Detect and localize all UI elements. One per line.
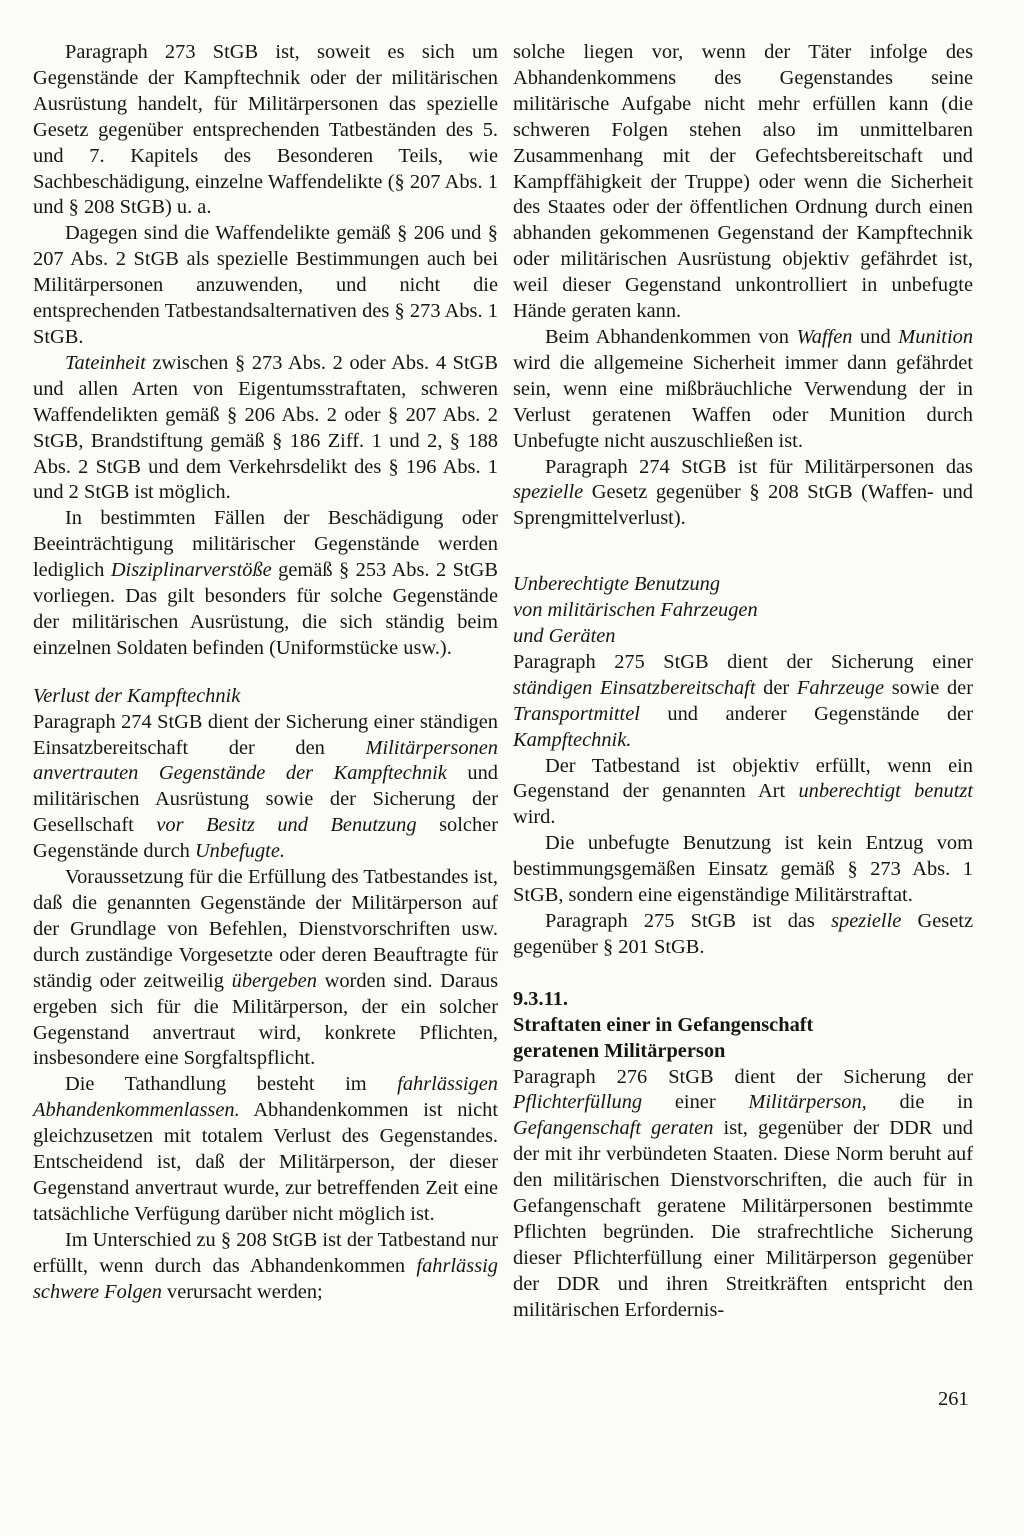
- heading-line: Unberechtigte Benutzung: [513, 573, 721, 596]
- emphasis: Tateinheit: [65, 351, 146, 374]
- text: Beim Abhandenkommen von: [545, 325, 797, 348]
- subsection-heading: [33, 684, 498, 710]
- text: verursacht werden;: [161, 1280, 323, 1303]
- paragraph: [513, 1065, 973, 1324]
- text: ist, gegenüber der DDR und der mit ihr verbündeten Staaten. Diese Norm beruht auf den militärischen Dienstvorschriften, die auch für in Gefangenschaft geratene Militärpersonen bestimmte Pflichten begründen. Die strafrechtliche Sicherung dieser Pflichterfüllung einer Militärperson gegenüber der DDR und ihren Streitkräften entspricht den militärischen Erfordernis-: [513, 1117, 973, 1321]
- section-title: [513, 1013, 973, 1065]
- subsection-heading: [513, 572, 973, 650]
- paragraph: Dagegen sind die Waffendelikte gemäß § 206 und § 207 Abs. 2 StGB als spezielle Bestimmungen auch bei Militärpersonen anzuwenden, und nicht die entsprechenden Tatbestandsalternativen des § 273 Abs. 1 StGB.: [33, 222, 498, 348]
- paragraph: [33, 1072, 498, 1227]
- text: Paragraph 275 StGB dient der Sicherung einer: [513, 650, 973, 673]
- paragraph: [513, 650, 973, 754]
- paragraph: Paragraph 273 StGB ist, soweit es sich um Gegenstände der Kampftechnik oder der militärischen Ausrüstung handelt, für Militärpersonen das spezielle Gesetz gegenüber entsprechenden Tatbeständen des 5. und 7. Kapitels des Besonderen Teils, wie Sachbeschädigung, einzelne Waffendelikte (§ 207 Abs. 1 und § 208 StGB) u. a.: [33, 41, 498, 219]
- emphasis: Transportmittel: [513, 702, 640, 725]
- paragraph: [513, 754, 973, 832]
- emphasis: Militärperson,: [748, 1091, 867, 1114]
- paragraph: [33, 506, 498, 661]
- text: Paragraph 274 StGB ist für Militärpersonen das: [545, 455, 973, 478]
- text: worden sind. Daraus ergeben sich für die Militärperson, der ein solcher Gegenstand anvertraut wird, konkrete Pflichten, insbesondere eine Sorgfaltspflicht.: [33, 969, 499, 1070]
- text: sowie der: [884, 676, 973, 699]
- emphasis: ständigen Einsatzbereitschaft: [513, 676, 756, 699]
- section-title-line: geratenen Militärperson: [513, 1039, 726, 1062]
- text: und: [852, 325, 899, 348]
- emphasis: fahrlässigen Abhandenkommenlassen.: [33, 1073, 498, 1122]
- paragraph: Die unbefugte Benutzung ist kein Entzug vom bestimmungsgemäßen Einsatz gemäß § 273 Abs. 1 StGB, sondern eine eigenständige Militärstraftat.: [513, 832, 973, 907]
- text: und militärischen Ausrüstung sowie der Sicherung der Gesellschaft: [33, 762, 498, 837]
- emphasis: Unbefugte.: [194, 840, 285, 863]
- text: die in: [866, 1091, 973, 1114]
- heading-line: von militärischen Fahrzeugen: [513, 599, 758, 622]
- heading-line: Verlust der Kampftechnik: [33, 684, 241, 707]
- emphasis: Gefangenschaft geraten: [513, 1117, 714, 1140]
- emphasis: fahrlässig schwere Folgen: [33, 1254, 498, 1303]
- paragraph: [33, 1228, 498, 1306]
- heading-line: und Geräten: [513, 625, 616, 648]
- text: Die Tathandlung besteht im: [65, 1073, 398, 1096]
- section-number: 9.3.11.: [513, 987, 568, 1010]
- text: Im Unterschied zu § 208 StGB ist der Tatbestand nur erfüllt, wenn durch das Abhandenkommen: [33, 1228, 498, 1277]
- emphasis: spezielle: [831, 910, 902, 932]
- text: der: [755, 676, 797, 699]
- text: Paragraph 274 StGB dient der Sicherung einer ständigen Einsatzbereitschaft der den: [33, 710, 498, 759]
- emphasis: Disziplinarverstöße: [110, 559, 272, 582]
- text: Der Tatbestand ist objektiv erfüllt, wenn ein Gegenstand der genannten Art: [513, 754, 973, 803]
- text: wird die allgemeine Sicherheit immer dann gefährdet sein, wenn eine mißbräuchliche Verwendung der in Verlust geratenen Waffen oder Munition durch Unbefugte nicht auszuschließen ist.: [513, 351, 973, 452]
- text: In bestimmten Fällen der Beschädigung oder Beeinträchtigung militärischer Gegenstände werden lediglich: [33, 507, 498, 582]
- emphasis: Kampftechnik.: [513, 728, 632, 751]
- text: Gesetz gegenüber § 201 StGB.: [513, 910, 974, 958]
- text: Voraussetzung für die Erfüllung des Tatbestandes ist, daß die genannten Gegenstände der Militärperson auf der Grundlage von Befehlen, Dienstvorschriften usw. durch zuständige Vorgesetzte oder deren Beauftragte für ständig oder zeitweilig: [33, 866, 498, 992]
- right-column: [513, 40, 973, 1324]
- paragraph: solche liegen vor, wenn der Täter infolge des Abhandenkommens des Gegenstandes seine militärische Aufgabe nicht mehr erfüllen kann (die schweren Folgen stehen also im unmittelbaren Zusammenhang mit der Gefechtsbereitschaft und Kampffähigkeit der Truppe) oder wenn die Sicherheit des Staates oder der öffentlichen Ordnung durch einen abhanden gekommenen Gegenstand der Kampftechnik oder militärischen Ausrüstung objektiv gefährdet ist, weil dieser Gegenstand unkontrolliert in unbefugte Hände geraten kann.: [513, 41, 973, 323]
- text: Gesetz gegenüber § 208 StGB (Waffen- und Sprengmittelverlust).: [513, 481, 973, 530]
- emphasis: unberechtigt benutzt: [798, 780, 973, 803]
- text: Abhandenkommen ist nicht gleichzusetzen mit totalem Verlust des Gegenstandes. Entscheidend ist, daß der Militärperson, der dieser Gegenstand anvertraut wurde, zur betreffenden Zeit eine tatsächliche Verfügung darüber nicht möglich ist.: [33, 1099, 498, 1225]
- text: einer: [642, 1091, 749, 1114]
- paragraph: [513, 325, 973, 455]
- emphasis: Waffen: [796, 325, 853, 348]
- page-number: 261: [938, 1388, 969, 1410]
- text: zwischen § 273 Abs. 2 oder Abs. 4 StGB und allen Arten von Eigentumsstraftaten, schweren Waffendelikten gemäß § 206 Abs. 2 oder § 207 Abs. 2 StGB, Brandstiftung gemäß § 186 Ziff. 1 und 2, § 188 Abs. 2 StGB und dem Verkehrsdelikt des § 196 Abs. 1 und 2 StGB ist möglich.: [33, 351, 498, 504]
- text: gemäß § 253 Abs. 2 StGB vorliegen. Das gilt besonders für solche Gegenstände der militärischen Ausrüstung, die sich ständig beim einzelnen Soldaten befinden (Uniformstücke usw.).: [33, 559, 498, 659]
- paragraph: [33, 351, 498, 506]
- section-title-line: Straftaten einer in Gefangenschaft: [513, 1013, 814, 1036]
- text: Paragraph 275 StGB ist das: [545, 910, 832, 932]
- paragraph: [513, 909, 973, 961]
- paragraph: [33, 710, 498, 865]
- emphasis: Munition: [898, 325, 974, 348]
- emphasis: Pflichterfüllung: [513, 1091, 643, 1114]
- emphasis: Militärpersonen anvertrauten Gegenstände der Kampftechnik: [33, 736, 498, 785]
- paragraph: [513, 455, 973, 533]
- text: solcher Gegenstände durch: [33, 814, 498, 863]
- emphasis: vor Besitz und Benutzung: [156, 814, 417, 837]
- emphasis: übergeben: [231, 969, 317, 992]
- text: wird.: [513, 806, 556, 829]
- emphasis: Fahrzeuge: [796, 676, 885, 699]
- text: und anderer Gegenstände der: [639, 702, 973, 725]
- text: Paragraph 276 StGB dient der Sicherung der: [513, 1065, 973, 1088]
- paragraph: [33, 865, 498, 1072]
- left-column: [33, 40, 498, 1306]
- emphasis: spezielle: [513, 481, 584, 504]
